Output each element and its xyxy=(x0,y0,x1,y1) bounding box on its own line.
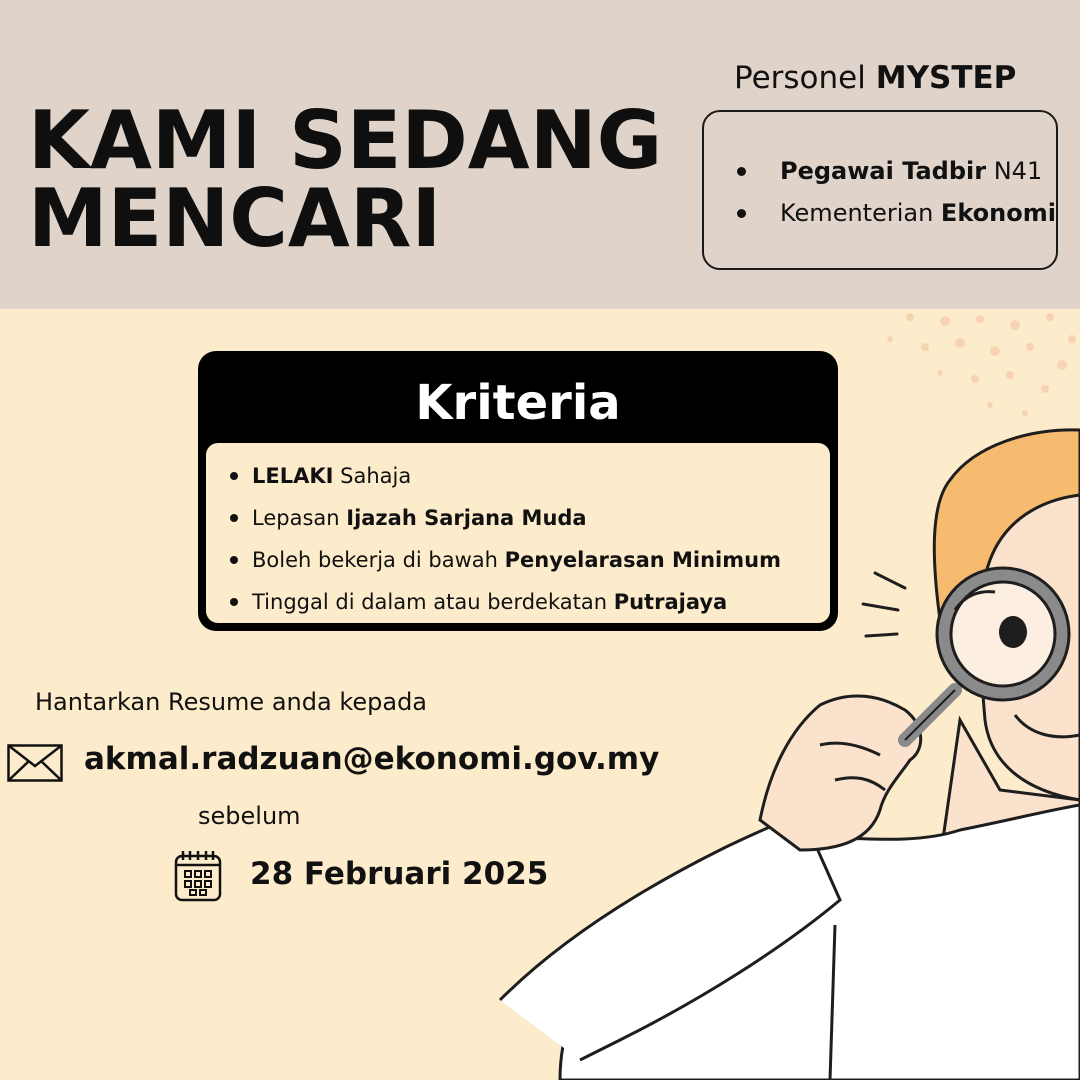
position-box xyxy=(702,110,1058,270)
envelope-icon xyxy=(7,744,63,782)
ministry-name: Ekonomi xyxy=(940,199,1056,227)
position-item xyxy=(734,150,1056,192)
criteria-title: Kriteria xyxy=(415,375,621,431)
criteria-bold: Ijazah Sarjana Muda xyxy=(346,506,587,530)
personel-brand: MYSTEP xyxy=(875,60,1017,96)
searching-person-illustration xyxy=(480,420,1080,1080)
email-link[interactable]: akmal.radzuan@ekonomi.gov.my xyxy=(84,741,660,777)
personel-label xyxy=(734,60,1016,96)
bullet-icon xyxy=(737,209,746,218)
criteria-text: Boleh bekerja di bawah xyxy=(252,548,505,572)
headline-line-1: KAMI SEDANG xyxy=(28,94,663,187)
bullet-icon xyxy=(230,598,238,606)
criteria-text: Tinggal di dalam atau berdekatan xyxy=(252,590,614,614)
headline-line-2: MENCARI xyxy=(28,172,442,265)
bullet-icon xyxy=(230,472,238,480)
criteria-bold: Penyelarasan Minimum xyxy=(504,548,781,572)
criteria-bold: Putrajaya xyxy=(613,590,728,614)
personel-prefix: Personel xyxy=(734,60,876,96)
ministry-item xyxy=(734,192,1056,234)
bullet-icon xyxy=(230,556,238,564)
bullet-icon xyxy=(230,514,238,522)
criteria-text: Lepasan xyxy=(252,506,347,530)
position-grade: N41 xyxy=(986,157,1043,185)
send-resume-label: Hantarkan Resume anda kepada xyxy=(35,688,428,716)
criteria-text: Sahaja xyxy=(333,464,412,488)
before-label: sebelum xyxy=(198,802,301,830)
criteria-bold: LELAKI xyxy=(252,464,334,488)
bullet-icon xyxy=(737,167,746,176)
headline xyxy=(28,94,663,265)
deadline-date: 28 Februari 2025 xyxy=(250,856,549,892)
ministry-prefix: Kementerian xyxy=(780,199,941,227)
position-title: Pegawai Tadbir xyxy=(780,157,987,185)
calendar-icon xyxy=(174,850,222,902)
